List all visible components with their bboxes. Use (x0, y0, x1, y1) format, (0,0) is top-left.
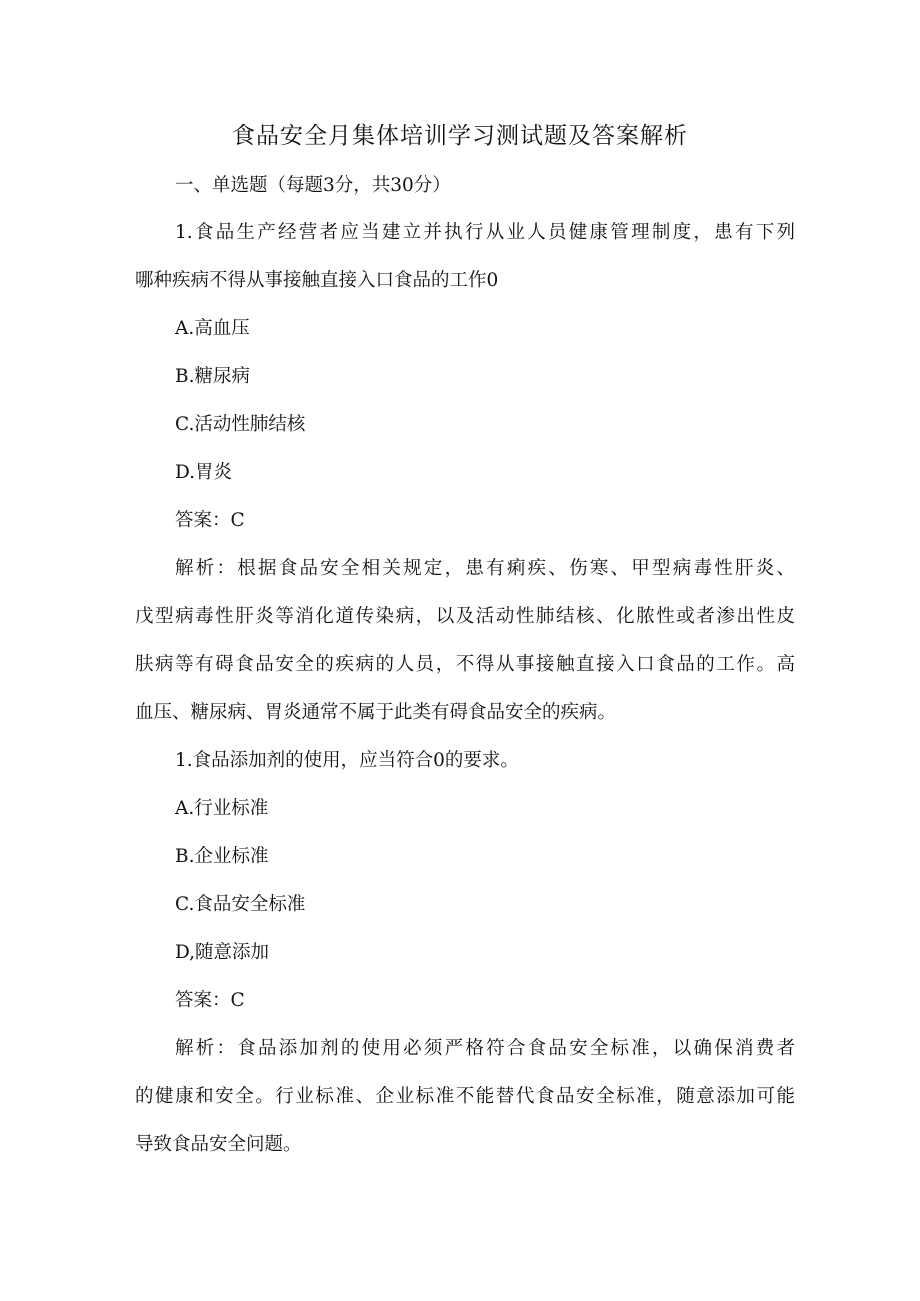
question-1-analysis-line-2: 戊型病毒性肝炎等消化道传染病，以及活动性肺结核、化脓性或者渗出性皮 (135, 606, 795, 627)
question-2-answer: 答案：C (175, 990, 245, 1011)
question-2-option-c: C.食品安全标准 (175, 894, 306, 915)
question-1-analysis-line-1: 解析：根据食品安全相关规定，患有痢疾、伤寒、甲型病毒性肝炎、 (175, 558, 795, 579)
question-2-option-b: B.企业标准 (175, 846, 269, 867)
question-1-stem-line-1: 1.食品生产经营者应当建立并执行从业人员健康管理制度，患有下列 (175, 222, 795, 243)
question-2-option-d: D,随意添加 (175, 942, 270, 963)
document-title: 食品安全月集体培训学习测试题及答案解析 (232, 123, 688, 149)
question-1-option-d: D.胃炎 (175, 462, 233, 483)
section-heading: 一、单选题（每题3分，共30分） (175, 175, 451, 196)
question-1-option-a: A.高血压 (175, 318, 250, 339)
question-2-option-a: A.行业标准 (175, 798, 269, 819)
question-2-stem: 1.食品添加剂的使用，应当符合0的要求。 (175, 750, 519, 771)
question-1-answer: 答案：C (175, 510, 245, 531)
question-2-analysis-line-1: 解析：食品添加剂的使用必须严格符合食品安全标准，以确保消费者 (175, 1038, 795, 1059)
question-1-analysis-line-3: 肤病等有碍食品安全的疾病的人员，不得从事接触直接入口食品的工作。高 (135, 654, 795, 675)
question-1-option-b: B.糖尿病 (175, 366, 250, 387)
question-1-stem-line-2: 哪种疾病不得从事接触直接入口食品的工作0 (135, 270, 499, 291)
question-2-analysis-line-3: 导致食品安全问题。 (135, 1134, 302, 1155)
question-1-analysis-line-4: 血压、糖尿病、胃炎通常不属于此类有碍食品安全的疾病。 (135, 702, 617, 723)
question-1-option-c: C.活动性肺结核 (175, 414, 306, 435)
question-2-analysis-line-2: 的健康和安全。行业标准、企业标准不能替代食品安全标准，随意添加可能 (135, 1086, 795, 1107)
